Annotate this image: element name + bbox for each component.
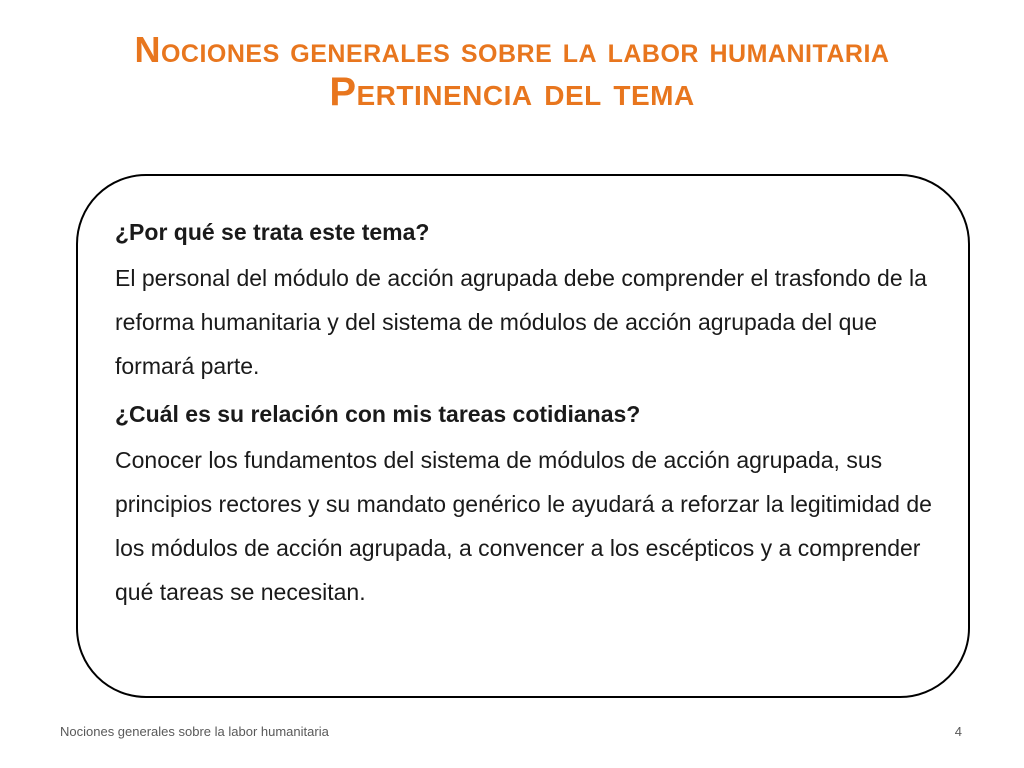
title-line-2: Pertinencia del tema [329,70,695,115]
question-2: ¿Cuál es su relación con mis tareas cotidianas? [115,401,641,427]
content-box [76,174,970,698]
question-1: ¿Por qué se trata este tema? [115,219,430,245]
page-number: 4 [954,724,962,739]
answer-2: Conocer los fundamentos del sistema de módulos de acción agrupada, sus principios rectores y su mandato genérico le ayudará a reforzar la legitimidad de los módulos de acción agrupada, a convencer a los escépticos y a comprender qué tareas se necesitan. [115,447,932,605]
title-line-1: Nociones generales sobre la labor humanitaria [134,29,890,70]
content-text [115,210,945,618]
slide-title [0,30,1024,115]
footer-text: Nociones generales sobre la labor humanitaria [60,724,329,739]
answer-1: El personal del módulo de acción agrupada debe comprender el trasfondo de la reforma humanitaria y del sistema de módulos de acción agrupada del que formará parte. [115,265,927,379]
